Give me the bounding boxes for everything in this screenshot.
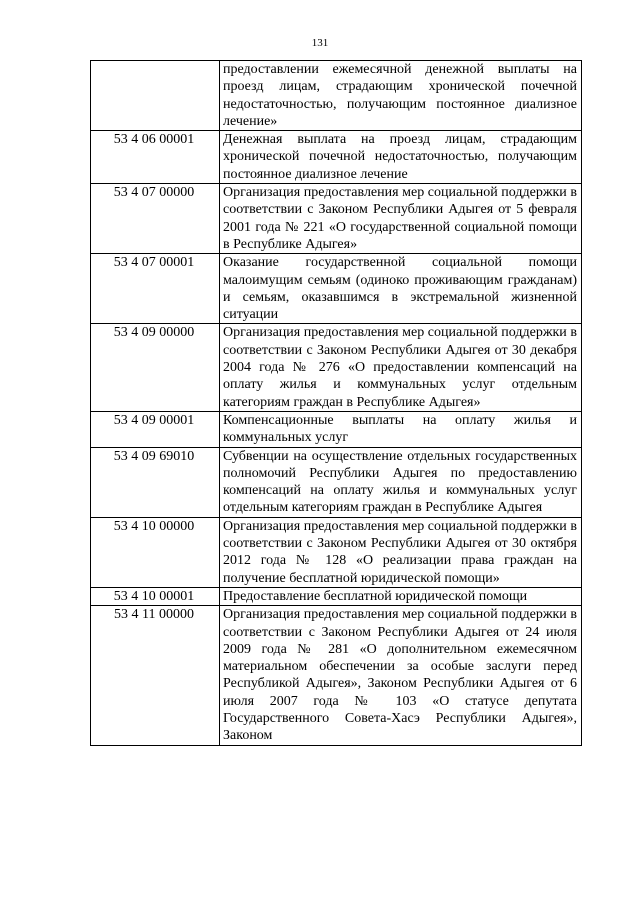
page-number: 131: [311, 37, 329, 49]
table-row: [91, 411, 582, 447]
row-code: 53 4 09 69010: [91, 447, 220, 517]
row-description: Субвенции на осуществление отдельных государственных полномочий Республики Адыгея по предоставлению компенсаций на оплату жилья и коммунальных услуг отдельным категориям граждан в Республике Адыгея: [220, 447, 582, 517]
row-description: Организация предоставления мер социальной поддержки в соответствии с Законом Республики Адыгея от 5 февраля 2001 года № 221 «О государственной социальной помощи в Республике Адыгея»: [220, 184, 582, 254]
table-row: [91, 324, 582, 411]
row-code: 53 4 07 00001: [91, 254, 220, 324]
row-description: Компенсационные выплаты на оплату жилья и коммунальных услуг: [220, 411, 582, 447]
row-code: 53 4 10 00001: [91, 587, 220, 605]
row-code: 53 4 09 00000: [91, 324, 220, 411]
table-row: [91, 447, 582, 517]
budget-classification-table: [90, 60, 582, 746]
table-row: [91, 131, 582, 184]
row-code: 53 4 06 00001: [91, 131, 220, 184]
row-code: 53 4 09 00001: [91, 411, 220, 447]
table-row: [91, 587, 582, 605]
table-row: [91, 254, 582, 324]
row-description: Организация предоставления мер социальной поддержки в соответствии с Законом Республики Адыгея от 24 июля 2009 года № 281 «О дополнительном ежемесячном материальном обеспечении за особые заслуги перед Республикой Адыгея», Законом Республики Адыгея от 6 июля 2007 года № 103 «О статусе депутата Государственного Совета-Хасэ Республики Адыгея», Законом: [220, 606, 582, 745]
row-description: предоставлении ежемесячной денежной выплаты на проезд лицам, страдающим хронической почечной недостаточностью, получающим постоянное диализное лечение»: [220, 61, 582, 131]
table-row: [91, 517, 582, 587]
row-description: Денежная выплата на проезд лицам, страдающим хронической почечной недостаточностью, получающим постоянное диализное лечение: [220, 131, 582, 184]
table-row: [91, 61, 582, 131]
row-description: Предоставление бесплатной юридической помощи: [220, 587, 582, 605]
row-code: [91, 61, 220, 131]
row-description: Оказание государственной социальной помощи малоимущим семьям (одиноко проживающим гражданам) и семьям, оказавшимся в экстремальной жизненной ситуации: [220, 254, 582, 324]
row-description: Организация предоставления мер социальной поддержки в соответствии с Законом Республики Адыгея от 30 октября 2012 года № 128 «О реализации права граждан на получение бесплатной юридической помощи»: [220, 517, 582, 587]
table-row: [91, 606, 582, 745]
row-code: 53 4 07 00000: [91, 184, 220, 254]
row-description: Организация предоставления мер социальной поддержки в соответствии с Законом Республики Адыгея от 30 декабря 2004 года № 276 «О предоставлении компенсаций на оплату жилья и коммунальных услуг отдельным категориям граждан в Республике Адыгея»: [220, 324, 582, 411]
row-code: 53 4 11 00000: [91, 606, 220, 745]
table-row: [91, 184, 582, 254]
row-code: 53 4 10 00000: [91, 517, 220, 587]
